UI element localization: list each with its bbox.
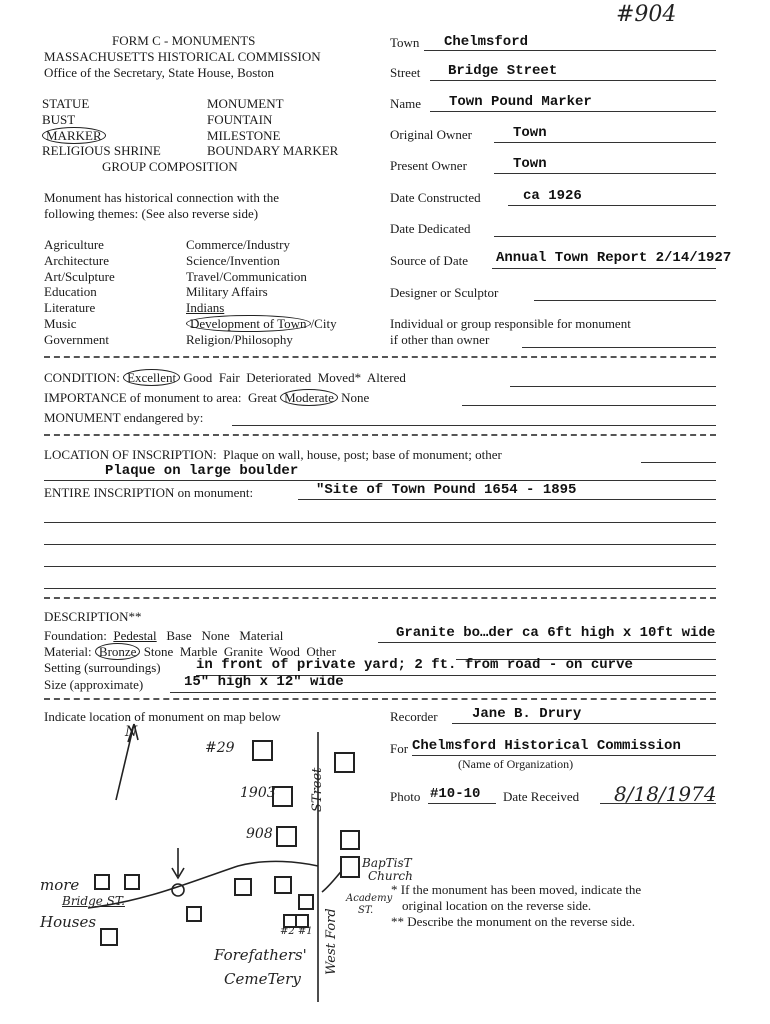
material-granite[interactable]: Granite [223,644,263,659]
house-building [124,874,140,890]
recorder-value[interactable]: Jane B. Drury [472,706,582,722]
source-label: Source of Date [390,253,468,268]
foundation-material-label: Material [239,628,284,643]
theme-government[interactable]: Government [44,331,109,347]
responsible-label-1: Individual or group responsible for monument [390,316,631,331]
baptist-church-building [340,856,360,878]
type-monument[interactable]: MONUMENT [207,96,284,111]
material-other[interactable]: Other [306,644,336,659]
for-value[interactable]: Chelmsford Historical Commission [412,738,681,754]
endangered-label: MONUMENT endangered by: [44,410,204,425]
importance-none[interactable]: None [341,390,370,405]
map-label: Indicate location of monument on map below [44,709,281,724]
material-label: Material: [44,644,92,659]
theme-commerce[interactable]: Commerce/Industry [186,237,290,252]
date-constructed-value[interactable]: ca 1926 [523,188,582,204]
bridge-st-label: Bridge ST. [62,894,125,908]
condition-label: CONDITION: [44,370,120,385]
foundation-none[interactable]: None [201,628,230,643]
type-boundary-marker[interactable]: BOUNDARY MARKER [207,143,339,159]
for-label: For [390,741,409,756]
location-value[interactable]: Plaque on large boulder [105,463,299,479]
theme-development-selected[interactable]: Development of Town [186,315,311,332]
house-label-1903: 1903 [240,785,276,801]
theme-indians-selected[interactable]: Indians [186,300,225,316]
house-numbers-label: #2 #1 [280,926,313,937]
type-religious-shrine[interactable]: RELIGIOUS SHRINE [42,143,161,159]
house-label-908: 908 [246,826,273,842]
church-label-1: BapTisT [362,856,412,870]
foundation-base[interactable]: Base [166,628,192,643]
responsible-label-2: if other than owner [390,332,490,347]
type-bust[interactable]: BUST [42,111,76,127]
importance-label: IMPORTANCE of monument to area: [44,390,242,405]
setting-label: Setting (surroundings) [44,660,161,675]
house-building [94,874,110,890]
name-value[interactable]: Town Pound Marker [449,94,592,110]
academy-st-label-2: ST. [358,905,374,916]
house-building [234,878,252,896]
house-building [298,894,314,910]
theme-military[interactable]: Military Affairs [186,284,268,300]
org-caption: (Name of Organization) [458,757,574,771]
more-houses-label-2: Houses [40,913,97,931]
foundation-label: Foundation: [44,628,107,643]
house-label-29: #29 [205,740,235,756]
recorder-label: Recorder [390,709,438,724]
street-value[interactable]: Bridge Street [448,63,558,79]
importance-great[interactable]: Great [247,390,277,405]
theme-religion[interactable]: Religion/Philosophy [186,331,293,347]
inscription-value[interactable]: "Site of Town Pound 1654 - 1895 [316,482,577,498]
theme-city-suffix: /City [310,315,337,331]
type-milestone[interactable]: MILESTONE [207,127,281,143]
house-building [340,830,360,850]
north-label: N [125,724,138,740]
material-bronze-selected[interactable]: Bronze [95,643,141,660]
theme-art-sculpture[interactable]: Art/Sculpture [44,268,115,284]
type-fountain[interactable]: FOUNTAIN [207,111,273,127]
original-owner-label: Original Owner [390,127,472,142]
down-arrow [172,848,184,878]
foundation-value[interactable]: Granite bo…der ca 6ft high x 10ft wide [396,625,716,641]
date-constructed-label: Date Constructed [390,190,481,205]
material-wood[interactable]: Wood [269,644,300,659]
theme-travel[interactable]: Travel/Communication [186,268,307,284]
street-label: Street [390,65,421,80]
location-options: Plaque on wall, house, post; base of monument; other [223,447,502,462]
street-label-vertical: STreet [310,767,325,812]
condition-moved[interactable]: Moved* [317,370,362,385]
west-ford-label: West Ford [324,908,339,975]
house-building [186,906,202,922]
condition-fair[interactable]: Fair [218,370,240,385]
footnote-moved-1: * If the monument has been moved, indicate the [391,882,642,897]
themes-intro-1: Monument has historical connection with the [44,190,280,205]
setting-value[interactable]: in front of private yard; 2 ft. from road - on curve [196,657,633,673]
present-owner-value[interactable]: Town [513,156,547,172]
footnote-moved-2: original location on the reverse side. [402,898,592,913]
form-title: FORM C - MONUMENTS [112,33,256,48]
theme-science[interactable]: Science/Invention [186,252,280,268]
original-owner-value[interactable]: Town [513,125,547,141]
themes-intro-2: following themes: (See also reverse side) [44,206,259,221]
theme-literature[interactable]: Literature [44,300,96,316]
church-label-2: Church [368,869,413,883]
theme-education[interactable]: Education [44,284,97,300]
house-building [274,876,292,894]
material-marble[interactable]: Marble [179,644,218,659]
designer-label: Designer or Sculptor [390,285,499,300]
academy-st-label-1: Academy [346,893,393,904]
condition-excellent-selected[interactable]: Excellent [123,369,180,386]
theme-architecture[interactable]: Architecture [44,252,109,268]
house-building [334,752,355,773]
present-owner-label: Present Owner [390,158,467,173]
town-label: Town [390,35,420,50]
photo-label: Photo [390,789,421,804]
monument-location-marker [172,884,184,896]
date-dedicated-label: Date Dedicated [390,221,471,236]
size-value[interactable]: 15" high x 12" wide [184,674,344,690]
theme-music[interactable]: Music [44,315,77,331]
type-group-composition[interactable]: GROUP COMPOSITION [102,159,238,174]
foundation-pedestal[interactable]: Pedestal [113,628,157,643]
more-houses-label-1: more [40,876,80,894]
date-received-label: Date Received [503,789,580,804]
commission-name: MASSACHUSETTS HISTORICAL COMMISSION [44,49,321,64]
condition-altered[interactable]: Altered [366,370,406,385]
date-received-value[interactable]: 8/18/1974 [614,782,717,806]
source-value[interactable]: Annual Town Report 2/14/1927 [496,250,732,266]
house-29 [252,740,273,761]
form-number: #904 [616,2,677,27]
town-value[interactable]: Chelmsford [444,34,529,50]
condition-deteriorated[interactable]: Deteriorated [246,370,312,385]
inscription-label: ENTIRE INSCRIPTION on monument: [44,485,254,500]
office-line: Office of the Secretary, State House, Boston [44,65,274,80]
importance-moderate-selected[interactable]: Moderate [280,389,338,406]
house-building [100,928,118,946]
condition-good[interactable]: Good [183,370,213,385]
footnote-describe: ** Describe the monument on the reverse side. [391,914,636,929]
description-heading: DESCRIPTION** [44,609,142,624]
location-label: LOCATION OF INSCRIPTION: [44,447,217,462]
size-label: Size (approximate) [44,677,144,692]
photo-value[interactable]: #10-10 [430,786,481,802]
cemetery-label-2: CemeTery [224,970,301,988]
type-statue[interactable]: STATUE [42,96,90,111]
house-908 [276,826,297,847]
name-label: Name [390,96,422,111]
type-marker-selected[interactable]: MARKER [42,127,106,144]
material-stone[interactable]: Stone [143,644,174,659]
theme-agriculture[interactable]: Agriculture [44,237,104,252]
cemetery-label-1: Forefathers' [214,946,307,964]
